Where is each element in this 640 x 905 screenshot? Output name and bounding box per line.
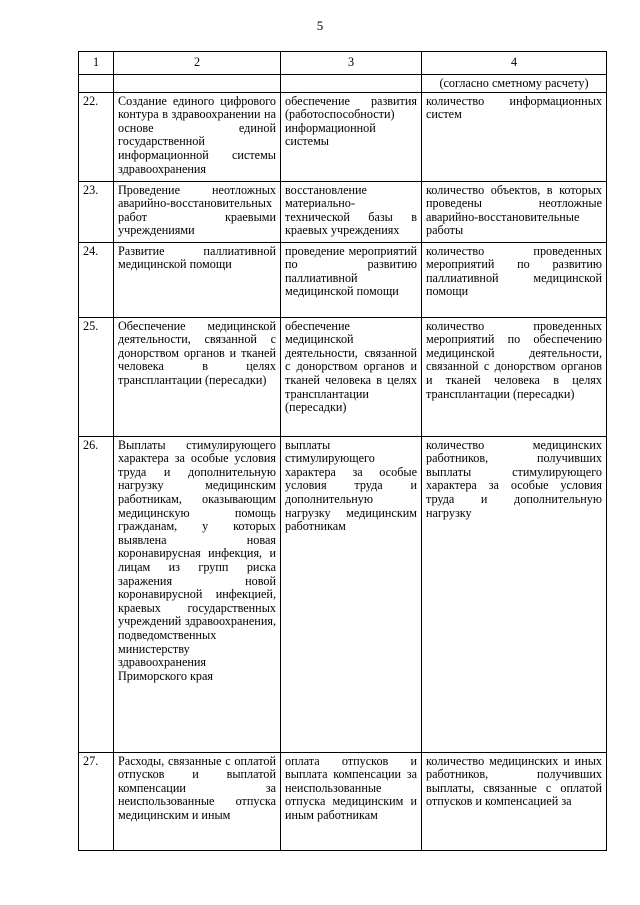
header-row [79,52,607,75]
table-row [79,181,607,242]
row-number: 23. [79,181,114,242]
table-row [79,317,607,436]
table-row [79,92,607,181]
measure-purpose: обеспечение развития (работоспособности) информационной системы [281,92,422,181]
row-number: 24. [79,242,114,317]
measure-indicator: количество медицинских работников, получивших выплаты стимулирующего характера за особые условия труда и дополнительную нагрузку [422,436,607,752]
measure-name: Выплаты стимулирующего характера за особые условия труда и дополнительную нагрузку медицинским работникам, оказывающим медицинскую помощь гражданам, у которых выявлена новая коронавирусная инфекция, и лицам из групп риска заражения новой коронавирусной инфекцией, краевых государственных учреждений здравоохранения, подведомственных министерству здравоохранения Приморского края [114,436,281,752]
table-row [79,752,607,850]
header-col-4: 4 [422,52,607,75]
continuation-text: (согласно сметному расчету) [422,75,607,93]
row-number: 27. [79,752,114,850]
measure-name: Создание единого цифрового контура в здравоохранении на основе единой государственной информационной системы здравоохранения [114,92,281,181]
continuation-row [79,75,607,93]
measure-indicator: количество информационных систем [422,92,607,181]
measure-purpose: восстановление материально-технической базы в краевых учреждениях [281,181,422,242]
measure-name: Расходы, связанные с оплатой отпусков и выплатой компенсации за неиспользованные отпуска медицинским и иным [114,752,281,850]
header-col-1: 1 [79,52,114,75]
row-number: 25. [79,317,114,436]
measure-indicator: количество объектов, в которых проведены неотложные аварийно-восстановительные работы [422,181,607,242]
measure-indicator: количество проведенных мероприятий по обеспечению медицинской деятельности, связанной с донорством органов и тканей человека в целях трансплантации (пересадки) [422,317,607,436]
measure-purpose: оплата отпусков и выплата компенсации за неиспользованные отпуска медицинским и иным работникам [281,752,422,850]
header-col-2: 2 [114,52,281,75]
measure-name: Развитие паллиативной медицинской помощи [114,242,281,317]
measure-indicator: количество медицинских и иных работников, получивших выплаты, связанные с оплатой отпусков и компенсацией за [422,752,607,850]
measure-purpose: выплаты стимулирующего характера за особые условия труда и дополнительную нагрузку медицинским работникам [281,436,422,752]
measure-indicator: количество проведенных мероприятий по развитию паллиативной медицинской помощи [422,242,607,317]
page-number: 5 [316,18,324,33]
row-number: 26. [79,436,114,752]
measure-name: Обеспечение медицинской деятельности, связанной с донорством органов и тканей человека в целях трансплантации (пересадки) [114,317,281,436]
row-number: 22. [79,92,114,181]
header-col-3: 3 [281,52,422,75]
measures-table [78,51,607,851]
table-row [79,242,607,317]
measure-purpose: обеспечение медицинской деятельности, связанной с донорством органов и тканей человека в целях трансплантации (пересадки) [281,317,422,436]
measure-purpose: проведение мероприятий по развитию паллиативной медицинской помощи [281,242,422,317]
measure-name: Проведение неотложных аварийно-восстановительных работ краевыми учреждениями [114,181,281,242]
table-row [79,436,607,752]
